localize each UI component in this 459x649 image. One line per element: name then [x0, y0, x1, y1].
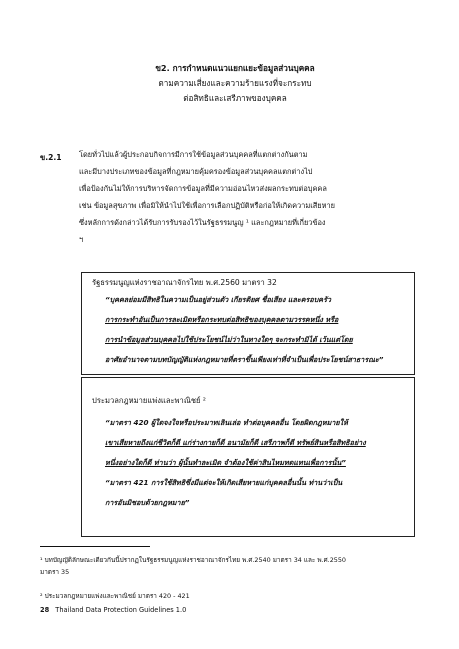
- paragraph-line: โดยทั่วไปแล้วผู้ประกอบกิจการมีการใช้ข้อมูลส่วนบุคคลที่แตกต่างกันตาม: [79, 150, 308, 159]
- paragraph-line: และมีบางประเภทของข้อมูลที่กฎหมายคุ้มครองข้อมูลส่วนบุคคลแตกต่างไป: [79, 167, 313, 176]
- footnote-divider: [40, 546, 150, 547]
- section-subheading-2: ต่อสิทธิและเสรีภาพของบุคคล: [183, 93, 287, 103]
- quote-text: [105, 413, 409, 513]
- paragraph-line: เพื่อป้องกันไม่ให้การบริหารจัดการข้อมูลที่มีความอ่อนไหวส่งผลกระทบต่อบุคคล: [79, 184, 327, 193]
- quote-line-underlined: เขาเสียหายถึงแก่ชีวิตก็ดี แก่ร่างกายก็ดี อนามัยก็ดี เสรีภาพก็ดี ทรัพย์สินหรือสิทธิอย่าง: [105, 438, 366, 447]
- section-number: ข.2.1: [40, 153, 62, 162]
- footer-title: Thailand Data Protection Guidelines 1.0: [55, 606, 187, 614]
- quote-line: “มาตรา 420 ผู้ใดจงใจหรือประมาทเลินเล่อ ทำต่อบุคคลอื่น โดยผิดกฎหมายให้: [105, 418, 348, 427]
- footnote-1: [40, 554, 420, 578]
- footnote-line: มาตรา 35: [40, 568, 70, 576]
- footnote-line: ¹ บทบัญญัติลักษณะเดียวกันนี้ปรากฏในรัฐธรรมนูญแห่งราชอาณาจักรไทย พ.ศ.2540 มาตรา 34 และ พ.ศ.2550: [40, 556, 346, 564]
- quote-line-underlined: หนึ่งอย่างใดก็ดี ท่านว่า ผู้นั้นทำละเมิด จำต้องใช้ค่าสินไหมทดแทนเพื่อการนั้น”: [105, 458, 346, 467]
- page-footer: [40, 606, 186, 614]
- quote-line: “มาตรา 421 การใช้สิทธิซึ่งมีแต่จะให้เกิดเสียหายแก่บุคคลอื่นนั้น ท่านว่าเป็น: [105, 478, 343, 487]
- quote-line-underlined: การนำข้อมูลส่วนบุคคลไปใช้ประโยชน์ไม่ว่าในทางใดๆ จะกระทำมิได้ เว้นแต่โดย: [105, 335, 353, 344]
- quote-line: “บุคคลย่อมมีสิทธิในความเป็นอยู่ส่วนตัว เกียรติยศ ชื่อเสียง และครอบครัว: [105, 295, 332, 304]
- quote-box-title: รัฐธรรมนูญแห่งราชอาณาจักรไทย พ.ศ.2560 มาตรา 32: [92, 278, 277, 287]
- quote-text: [105, 290, 409, 370]
- section-subheading-1: ตามความเสี่ยงและความร้ายแรงที่จะกระทบ: [158, 78, 312, 88]
- civil-code-quote-box: [81, 377, 415, 537]
- constitution-quote-box: [81, 272, 415, 375]
- quote-line: การอันมิชอบด้วยกฎหมาย”: [105, 498, 190, 507]
- footnote-2: ² ประมวลกฎหมายแพ่งและพาณิชย์ มาตรา 420 - 421: [40, 592, 190, 600]
- paragraph-line: เช่น ข้อมูลสุขภาพ เพื่อมิให้นำไปใช้เพื่อการเลือกปฏิบัติหรือก่อให้เกิดความเสียหาย: [79, 201, 335, 210]
- quote-box-title: ประมวลกฎหมายแพ่งและพาณิชย์ ²: [92, 396, 206, 405]
- body-paragraph: [79, 146, 419, 248]
- quote-line-underlined: การกระทำอันเป็นการละเมิดหรือกระทบต่อสิทธิของบุคคลตามวรรคหนึ่ง หรือ: [105, 315, 339, 324]
- paragraph-line: ฯ: [79, 235, 84, 244]
- paragraph-line: ซึ่งหลักการดังกล่าวได้รับการรับรองไว้ในรัฐธรรมนูญ ¹ และกฎหมายที่เกี่ยวข้อง: [79, 218, 326, 227]
- section-heading: ข2. การกำหนดแนวแยกแยะข้อมูลส่วนบุคคล: [155, 63, 315, 73]
- quote-line: อาศัยอำนาจตามบทบัญญัติแห่งกฎหมายที่ตราขึ้นเพียงเท่าที่จำเป็นเพื่อประโยชน์สาธารณะ”: [105, 355, 384, 364]
- page-number: 28: [40, 606, 50, 614]
